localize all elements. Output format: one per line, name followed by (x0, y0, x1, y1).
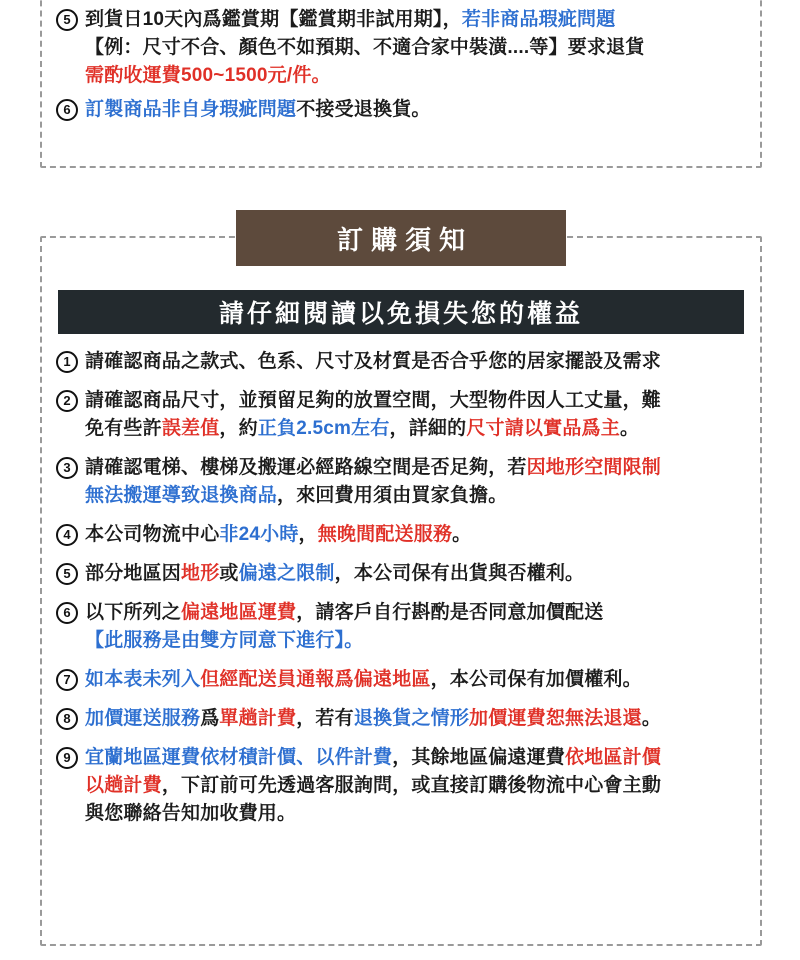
return-policy-list (40, 6, 762, 130)
section-ribbon (236, 210, 566, 266)
list-item-line (85, 705, 748, 733)
list-item-line (85, 96, 748, 124)
list-item-line (85, 800, 748, 828)
text-segment: 免有些許 (85, 418, 162, 439)
text-segment: 因地形空間限制 (526, 457, 662, 478)
list-item (40, 599, 762, 655)
text-segment: 退換貨之情形 (353, 708, 470, 729)
list-item-number: 1 (56, 351, 78, 373)
list-item-line (85, 34, 748, 62)
list-item (40, 705, 762, 733)
list-item-line (85, 666, 748, 694)
text-segment: ，請客戶自行斟酌是否同意加價配送 (296, 602, 604, 623)
list-item-text (85, 744, 748, 828)
text-segment: ，本公司保有加價權利。 (430, 669, 642, 690)
list-item-number: 2 (56, 390, 78, 412)
text-segment: 請確認商品之款式、色系、尺寸及材質是否合乎您的居家擺設及需求 (85, 351, 662, 372)
text-segment: 爲 (200, 708, 220, 729)
text-segment: 無法搬運導致退換商品 (85, 485, 278, 506)
text-segment: 本公司物流中心 (85, 524, 220, 545)
text-segment: 無晚間配送服務 (317, 524, 453, 545)
text-segment: 訂製商品非自身瑕疵問題 (85, 99, 297, 120)
text-segment: 或 (219, 563, 239, 584)
text-segment: 非24小時 (219, 524, 299, 545)
text-segment: 偏遠地區運費 (181, 602, 297, 623)
list-item-text (85, 387, 748, 443)
text-segment: 【此服務是由雙方同意下進行】。 (85, 630, 364, 651)
list-item-number: 7 (56, 669, 78, 691)
text-segment: ，約 (219, 418, 258, 439)
section-dark-heading (58, 290, 744, 334)
text-segment: ，詳細的 (389, 418, 467, 439)
list-item (40, 96, 762, 124)
list-item (40, 348, 762, 376)
text-segment: 。 (641, 708, 662, 729)
list-item-number: 6 (56, 99, 78, 121)
text-segment: 不接受退換貨。 (296, 99, 431, 120)
list-item-text (85, 348, 748, 376)
text-segment: 以趟計費 (85, 775, 162, 796)
list-item-line (85, 6, 748, 34)
text-segment: ，下訂前可先透過客服詢問，或直接訂購後物流中心會主動 (161, 775, 662, 796)
text-segment: 【例：尺寸不合、顏色不如預期、不適合家中裝潢....等】要求退貨 (85, 37, 645, 58)
list-item-number: 9 (56, 747, 78, 769)
section-ribbon-title: 訂購須知 (336, 224, 473, 255)
text-segment: 需酌收運費500~1500元/件。 (85, 65, 331, 86)
text-segment: 依地區計價 (565, 747, 662, 768)
list-item (40, 744, 762, 828)
list-item (40, 454, 762, 510)
text-segment: ，其餘地區偏遠運費 (392, 747, 566, 768)
text-segment: 。 (452, 524, 472, 545)
text-segment: 加價運送服務 (85, 708, 201, 729)
list-item-line (85, 560, 748, 588)
list-item-number: 3 (56, 457, 78, 479)
list-item-line (85, 348, 748, 376)
text-segment: 但經配送員通報爲偏遠地區 (200, 669, 431, 690)
text-segment: 正負2.5cm左右 (257, 418, 390, 439)
list-item (40, 521, 762, 549)
text-segment: 宜蘭地區運費依材積計價、以件計費 (85, 747, 393, 768)
list-item-line (85, 387, 748, 415)
text-segment: 偏遠之限制 (238, 563, 335, 584)
text-segment: 與您聯絡告知加收費用。 (85, 803, 297, 824)
text-segment: ， (298, 524, 318, 545)
list-item-line (85, 599, 748, 627)
order-notice-list (40, 348, 762, 839)
list-item-number: 5 (56, 9, 78, 31)
list-item-line (85, 772, 748, 800)
text-segment: 如本表未列入 (85, 669, 201, 690)
list-item-text (85, 599, 748, 655)
text-segment: 誤差值 (161, 418, 220, 439)
list-item-text (85, 96, 748, 124)
text-segment: 地形 (181, 563, 220, 584)
text-segment: 部分地區因 (85, 563, 182, 584)
list-item-number: 8 (56, 708, 78, 730)
text-segment: ，若有 (296, 708, 354, 729)
text-segment: 尺寸請以實品爲主 (466, 418, 620, 439)
list-item-number: 4 (56, 524, 78, 546)
list-item-line (85, 454, 748, 482)
list-item-line (85, 62, 748, 90)
list-item-line (85, 415, 748, 443)
list-item-text (85, 666, 748, 694)
list-item-line (85, 744, 748, 772)
list-item-text (85, 6, 748, 90)
text-segment: 以下所列之 (85, 602, 182, 623)
list-item-line (85, 521, 748, 549)
text-segment: 請確認電梯、樓梯及搬運必經路線空間是否足夠，若 (85, 457, 527, 478)
list-item-text (85, 560, 748, 588)
list-item-text (85, 705, 748, 733)
list-item (40, 387, 762, 443)
text-segment: 單趟計費 (219, 708, 297, 729)
text-segment: 若非商品瑕疵問題 (461, 9, 616, 30)
list-item (40, 560, 762, 588)
list-item-line (85, 482, 748, 510)
text-segment: ，來回費用須由買家負擔。 (277, 485, 508, 506)
list-item (40, 6, 762, 90)
list-item-text (85, 454, 748, 510)
section-dark-heading-text: 請仔細閱讀以免損失您的權益 (218, 300, 583, 328)
text-segment: 加價運費恕無法退還 (469, 708, 642, 729)
text-segment: 到貨日10天內爲鑑賞期【鑑賞期非試用期】， (85, 9, 462, 30)
list-item-text (85, 521, 748, 549)
text-segment: ，本公司保有出貨與否權利。 (334, 563, 585, 584)
list-item-number: 6 (56, 602, 78, 624)
text-segment: 。 (619, 418, 640, 439)
text-segment: 請確認商品尺寸，並預留足夠的放置空間，大型物件因人工丈量，難 (85, 390, 662, 411)
list-item (40, 666, 762, 694)
list-item-line (85, 627, 748, 655)
list-item-number: 5 (56, 563, 78, 585)
